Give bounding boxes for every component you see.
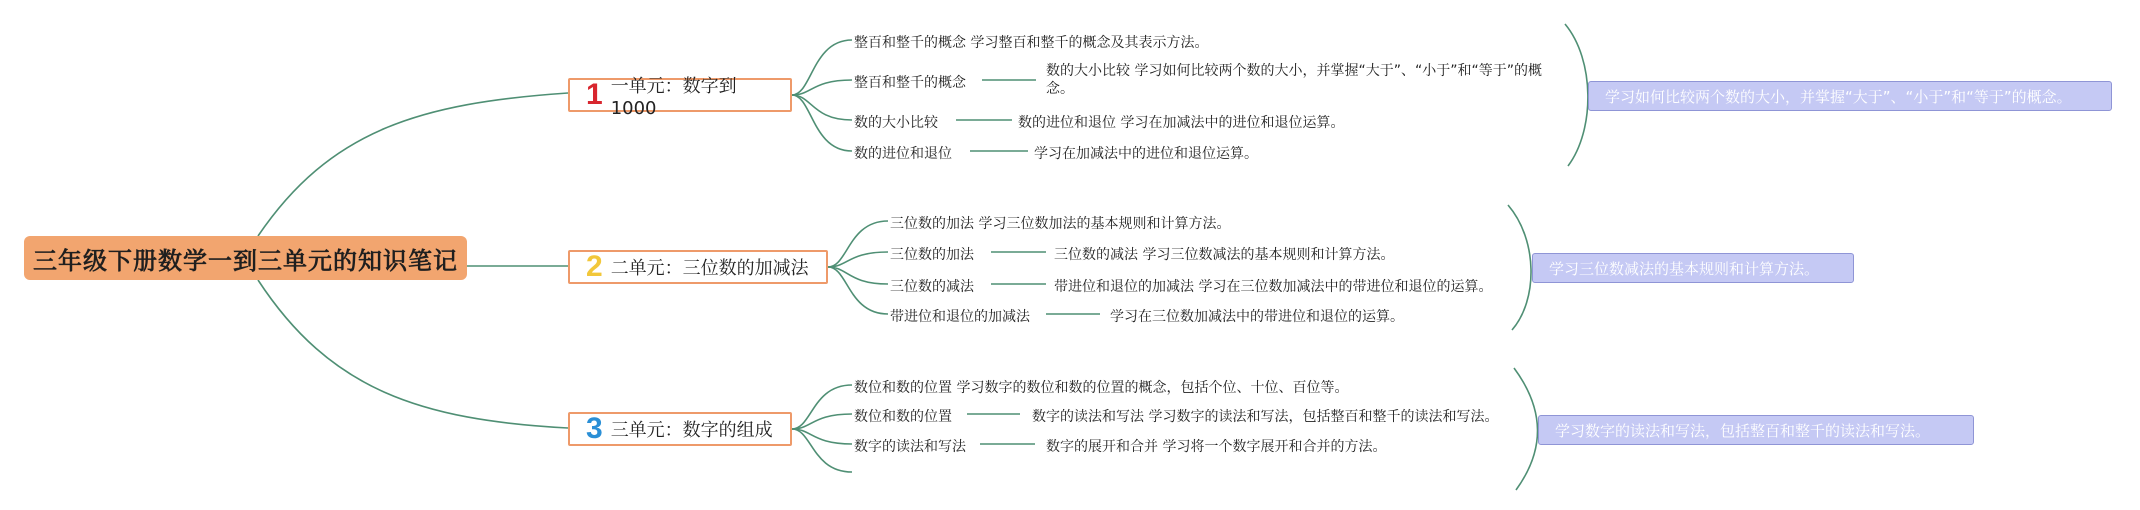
unit-1-branch-2 [792, 80, 852, 95]
unit-2-item-4[interactable]: 带进位和退位的加减法 [890, 309, 1030, 325]
unit-3-bracket [1514, 368, 1538, 490]
unit-2-node[interactable] [568, 250, 828, 284]
unit-3-summary[interactable] [1538, 415, 1974, 445]
unit-3-summary-text: 学习数字的读法和写法，包括整百和整千的读法和写法。 [1555, 421, 1931, 440]
unit-1-branch-1 [792, 40, 852, 95]
unit-2-item-1[interactable]: 三位数的加法 学习三位数加法的基本规则和计算方法。 [890, 216, 1231, 232]
unit-3-item-3[interactable]: 数字的读法和写法 [854, 439, 966, 455]
unit-1-number-badge: 1 [586, 78, 603, 111]
unit-1-branch-4 [792, 95, 852, 151]
unit-3-item-2-desc: 数字的读法和写法 学习数字的读法和写法，包括整百和整千的读法和写法。 [1032, 409, 1499, 425]
unit-2-summary[interactable] [1532, 253, 1854, 283]
unit-1-item-4[interactable]: 数的进位和退位 [854, 146, 952, 162]
unit-3-item-2[interactable]: 数位和数的位置 [854, 409, 952, 425]
unit-1-label: 一单元：数字到1000 [610, 75, 737, 119]
root-topic[interactable] [24, 236, 467, 280]
root-to-unit-1-line [258, 93, 568, 236]
unit-2-item-3[interactable]: 三位数的减法 [890, 279, 974, 295]
unit-2-summary-text: 学习三位数减法的基本规则和计算方法。 [1549, 259, 1820, 278]
unit-3-item-3-desc: 数字的展开和合并 学习将一个数字展开和合并的方法。 [1046, 439, 1387, 455]
unit-3-branch-1 [792, 385, 852, 429]
unit-1-item-3[interactable]: 数的大小比较 [854, 115, 938, 131]
root-title: 三年级下册数学一到三单元的知识笔记 [33, 246, 458, 275]
unit-1-summary-text: 学习如何比较两个数的大小，并掌握“大于”、“小于”和“等于”的概念。 [1605, 87, 2072, 106]
unit-1-item-3-desc: 数的进位和退位 学习在加减法中的进位和退位运算。 [1018, 115, 1345, 131]
unit-3-branch-4 [792, 429, 852, 472]
unit-2-branch-1 [828, 221, 888, 267]
unit-3-node[interactable] [568, 412, 792, 446]
unit-2-label: 二单元：三位数的加减法 [610, 258, 809, 279]
unit-2-item-2-desc: 三位数的减法 学习三位数减法的基本规则和计算方法。 [1054, 247, 1395, 263]
unit-3-label: 三单元：数字的组成 [610, 420, 773, 441]
unit-2-item-4-desc: 学习在三位数加减法中的带进位和退位的运算。 [1110, 309, 1404, 325]
unit-1-summary[interactable] [1588, 81, 2112, 111]
unit-3-number-badge: 3 [586, 412, 603, 445]
unit-1-item-1[interactable]: 整百和整千的概念 学习整百和整千的概念及其表示方法。 [854, 35, 1209, 51]
unit-1-item-2[interactable]: 整百和整千的概念 [854, 75, 966, 91]
unit-2-number-badge: 2 [586, 250, 603, 283]
unit-2-item-2[interactable]: 三位数的加法 [890, 247, 974, 263]
unit-1-bracket [1565, 24, 1588, 166]
unit-2-branch-3 [828, 267, 888, 284]
root-to-unit-3-line [258, 280, 568, 428]
unit-2-branch-2 [828, 252, 888, 267]
unit-1-item-4-desc: 学习在加减法中的进位和退位运算。 [1034, 146, 1258, 162]
unit-1-item-2-desc: 数的大小比较 学习如何比较两个数的大小，并掌握“大于”、“小于”和“等于”的概念。 [1046, 63, 1542, 97]
unit-3-item-1[interactable]: 数位和数的位置 学习数字的数位和数的位置的概念，包括个位、十位、百位等。 [854, 380, 1349, 396]
unit-3-branch-2 [792, 414, 852, 429]
unit-1-node[interactable] [568, 75, 792, 119]
unit-3-branch-3 [792, 429, 852, 444]
unit-2-bracket [1508, 205, 1531, 330]
unit-2-item-3-desc: 带进位和退位的加减法 学习在三位数加减法中的带进位和退位的运算。 [1054, 279, 1493, 295]
unit-2-branch-4 [828, 267, 888, 314]
